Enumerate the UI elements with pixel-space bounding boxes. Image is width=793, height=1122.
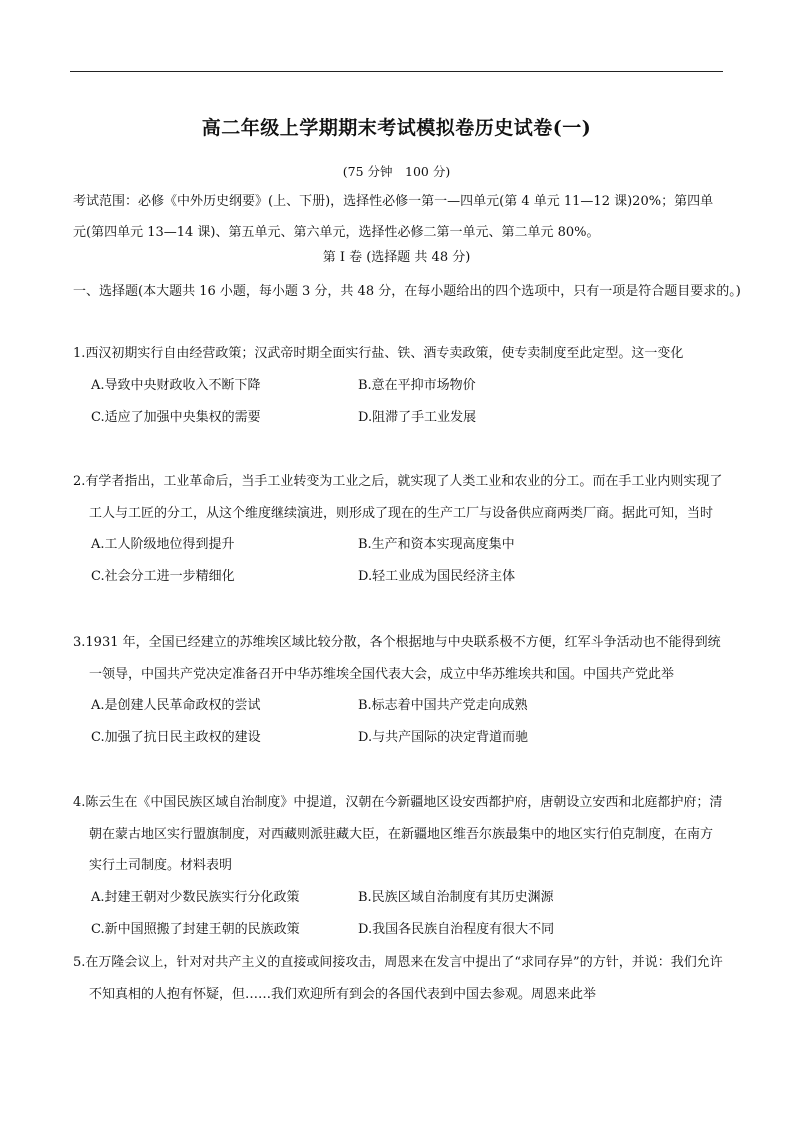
exam-scope: 考试范围：必修《中外历史纲要》(上、下册)，选择性必修一第一—四单元(第 4 单元 11—12 课)20%；第四单元(第四单元 13—14 课)、第五单元、第六单元，选择性必修二第一单元、第二单元 80%。 (73, 194, 714, 240)
question-3 (73, 627, 725, 754)
option-row (73, 882, 725, 914)
header-rule (70, 71, 723, 72)
question-1 (73, 338, 725, 434)
option-row (73, 402, 725, 434)
option-c: C.适应了加强中央集权的需要 (91, 409, 261, 425)
question-5 (73, 947, 725, 1010)
option-b: B.生产和资本实现高度集中 (358, 537, 515, 552)
exam-title: 高二年级上学期期末考试模拟卷历史试卷(一) (201, 117, 592, 139)
question-4 (73, 787, 725, 946)
option-c: C.社会分工进一步精细化 (91, 569, 235, 584)
option-c: C.新中国照搬了封建王朝的民族政策 (91, 921, 300, 937)
option-b: B.标志着中国共产党走向成熟 (358, 698, 528, 713)
question-stem: 5.在万隆会议上，针对对共产主义的直接或间接攻击，周恩来在发言中提出了“求同存异”的方针，并说：我们允许不知真相的人抱有怀疑，但……我们欢迎所有到会的各国代表到中国去参观。周恩来此举 (73, 955, 723, 1002)
section-heading: 第 Ⅰ 卷 (选择题 共 48 分) (322, 250, 471, 265)
option-a: A.工人阶级地位得到提升 (91, 537, 235, 552)
option-b: B.意在平抑市场物价 (358, 377, 476, 393)
option-row (73, 561, 725, 593)
option-c: C.加强了抗日民主政权的建设 (91, 730, 261, 745)
option-d: D.我国各民族自治程度有很大不同 (358, 921, 555, 937)
question-stem: 2.有学者指出，工业革命后，当手工业转变为工业之后，就实现了人类工业和农业的分工。而在手工业内则实现了工人与工匠的分工，从这个维度继续演进，则形成了现在的生产工厂与设备供应商两类厂商。据此可知，当时 (73, 474, 723, 521)
option-row (73, 529, 725, 561)
question-2 (73, 466, 725, 593)
section-instructions: 一、选择题(本大题共 16 小题，每小题 3 分，共 48 分，在每小题给出的四个选项中，只有一项是符合题目要求的。) (73, 284, 741, 299)
option-row (73, 914, 725, 946)
question-stem: 4.陈云生在《中国民族区域自治制度》中提道，汉朝在今新疆地区设安西都护府，唐朝设立安西和北庭都护府；清朝在蒙古地区实行盟旗制度，对西藏则派驻藏大臣，在新疆地区维吾尔族最集中的地区实行伯克制度，在南方实行土司制度。材料表明 (73, 795, 723, 873)
exam-duration-score: (75 分钟 100 分) (342, 164, 451, 179)
question-stem: 1.西汉初期实行自由经营政策；汉武帝时期全面实行盐、铁、酒专卖政策，使专卖制度至此定型。这一变化 (73, 346, 684, 361)
option-a: A.封建王朝对少数民族实行分化政策 (91, 889, 300, 905)
option-b: B.民族区域自治制度有其历史渊源 (358, 889, 554, 905)
question-stem: 3.1931 年，全国已经建立的苏维埃区域比较分散，各个根据地与中央联系极不方便，红军斗争活动也不能得到统一领导，中国共产党决定准备召开中华苏维埃全国代表大会，成立中华苏维埃共和国。中国共产党此举 (73, 635, 721, 682)
option-d: D.阻滞了手工业发展 (358, 409, 477, 425)
option-a: A.是创建人民革命政权的尝试 (91, 698, 261, 713)
option-row (73, 690, 725, 722)
option-a: A.导致中央财政收入不断下降 (91, 377, 261, 393)
option-d: D.与共产国际的决定背道而驰 (358, 730, 529, 745)
option-row (73, 370, 725, 402)
option-row (73, 722, 725, 754)
option-d: D.轻工业成为国民经济主体 (358, 569, 516, 584)
